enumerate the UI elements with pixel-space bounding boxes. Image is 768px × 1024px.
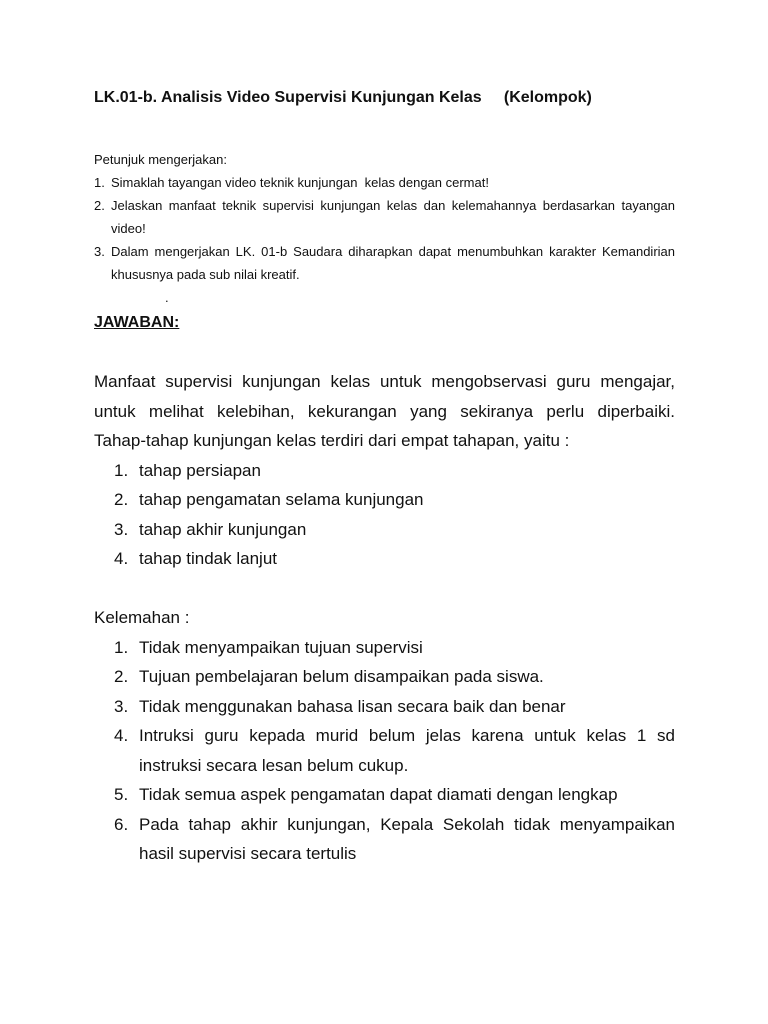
stage-text: tahap tindak lanjut bbox=[139, 549, 277, 568]
stage-text: tahap persiapan bbox=[139, 460, 261, 480]
weakness-number: 1. bbox=[114, 637, 129, 657]
stage-item bbox=[94, 515, 675, 545]
weakness-text: Tidak menyampaikan tujuan supervisi bbox=[139, 637, 423, 657]
stage-number: 2. bbox=[114, 490, 129, 509]
weakness-text: Tidak semua aspek pengamatan dapat diamati dengan lengkap bbox=[139, 785, 618, 804]
weakness-number: 6. bbox=[114, 814, 129, 834]
stage-number: 1. bbox=[114, 460, 129, 480]
instruction-text: Jelaskan manfaat teknik supervisi kunjungan kelas dan kelemahannya berdasarkan tayangan video! bbox=[111, 198, 679, 236]
weakness-item bbox=[94, 692, 675, 722]
weakness-number: 5. bbox=[114, 785, 129, 804]
instructions-heading: Petunjuk mengerjakan: bbox=[94, 152, 227, 167]
answer-intro-line: untuk melihat kelebihan, kekurangan yang sekiranya perlu diperbaiki. bbox=[94, 401, 675, 421]
weakness-item bbox=[94, 633, 675, 663]
instruction-number: 1. bbox=[94, 175, 105, 190]
stages-list bbox=[94, 456, 675, 574]
stage-text: tahap akhir kunjungan bbox=[139, 519, 307, 539]
instructions-list bbox=[94, 171, 679, 286]
weakness-item bbox=[94, 662, 675, 692]
stage-text: tahap pengamatan selama kunjungan bbox=[139, 490, 424, 509]
stage-number: 4. bbox=[114, 549, 129, 568]
weakness-text: Pada tahap akhir kunjungan, Kepala Sekolah tidak menyampaikan hasil supervisi secara tertulis bbox=[139, 814, 675, 863]
stage-item bbox=[94, 456, 675, 486]
stage-number: 3. bbox=[114, 519, 129, 539]
instruction-text: Dalam mengerjakan LK. 01-b Saudara diharapkan dapat menumbuhkan karakter Kemandirian khususnya pada sub nilai kreatif. bbox=[111, 244, 679, 282]
worksheet-title: LK.01-b. Analisis Video Supervisi Kunjungan Kelas (Kelompok) bbox=[94, 89, 592, 106]
answer-section bbox=[94, 367, 675, 869]
weakness-text: Intruksi guru kepada murid belum jelas karena untuk kelas 1 sd instruksi secara lesan belum cukup. bbox=[139, 726, 675, 775]
weakness-text: Tujuan pembelajaran belum disampaikan pada siswa. bbox=[139, 667, 544, 686]
weaknesses-list bbox=[94, 633, 675, 869]
weakness-text: Tidak menggunakan bahasa lisan secara baik dan benar bbox=[139, 696, 566, 716]
stage-item bbox=[94, 544, 675, 574]
instruction-number: 3. bbox=[94, 244, 105, 259]
answer-heading: JAWABAN: bbox=[94, 314, 180, 331]
instruction-text: Simaklah tayangan video teknik kunjungan kelas dengan cermat! bbox=[111, 175, 489, 190]
weakness-item bbox=[94, 721, 675, 780]
stage-item bbox=[94, 485, 675, 515]
stray-dot: . bbox=[165, 290, 169, 305]
instruction-item bbox=[94, 194, 679, 240]
paragraph-spacer bbox=[94, 574, 675, 604]
weakness-item bbox=[94, 780, 675, 810]
weakness-item bbox=[94, 810, 675, 869]
instructions-section bbox=[94, 148, 679, 286]
instruction-number: 2. bbox=[94, 198, 105, 213]
weakness-number: 3. bbox=[114, 696, 129, 716]
instruction-item bbox=[94, 240, 679, 286]
answer-intro-line: Manfaat supervisi kunjungan kelas untuk mengobservasi guru mengajar, bbox=[94, 372, 675, 391]
weakness-number: 2. bbox=[114, 667, 129, 686]
weakness-heading: Kelemahan : bbox=[94, 608, 190, 627]
answer-intro-line: Tahap-tahap kunjungan kelas terdiri dari empat tahapan, yaitu : bbox=[94, 431, 570, 450]
instruction-item bbox=[94, 171, 675, 194]
weakness-number: 4. bbox=[114, 726, 129, 745]
